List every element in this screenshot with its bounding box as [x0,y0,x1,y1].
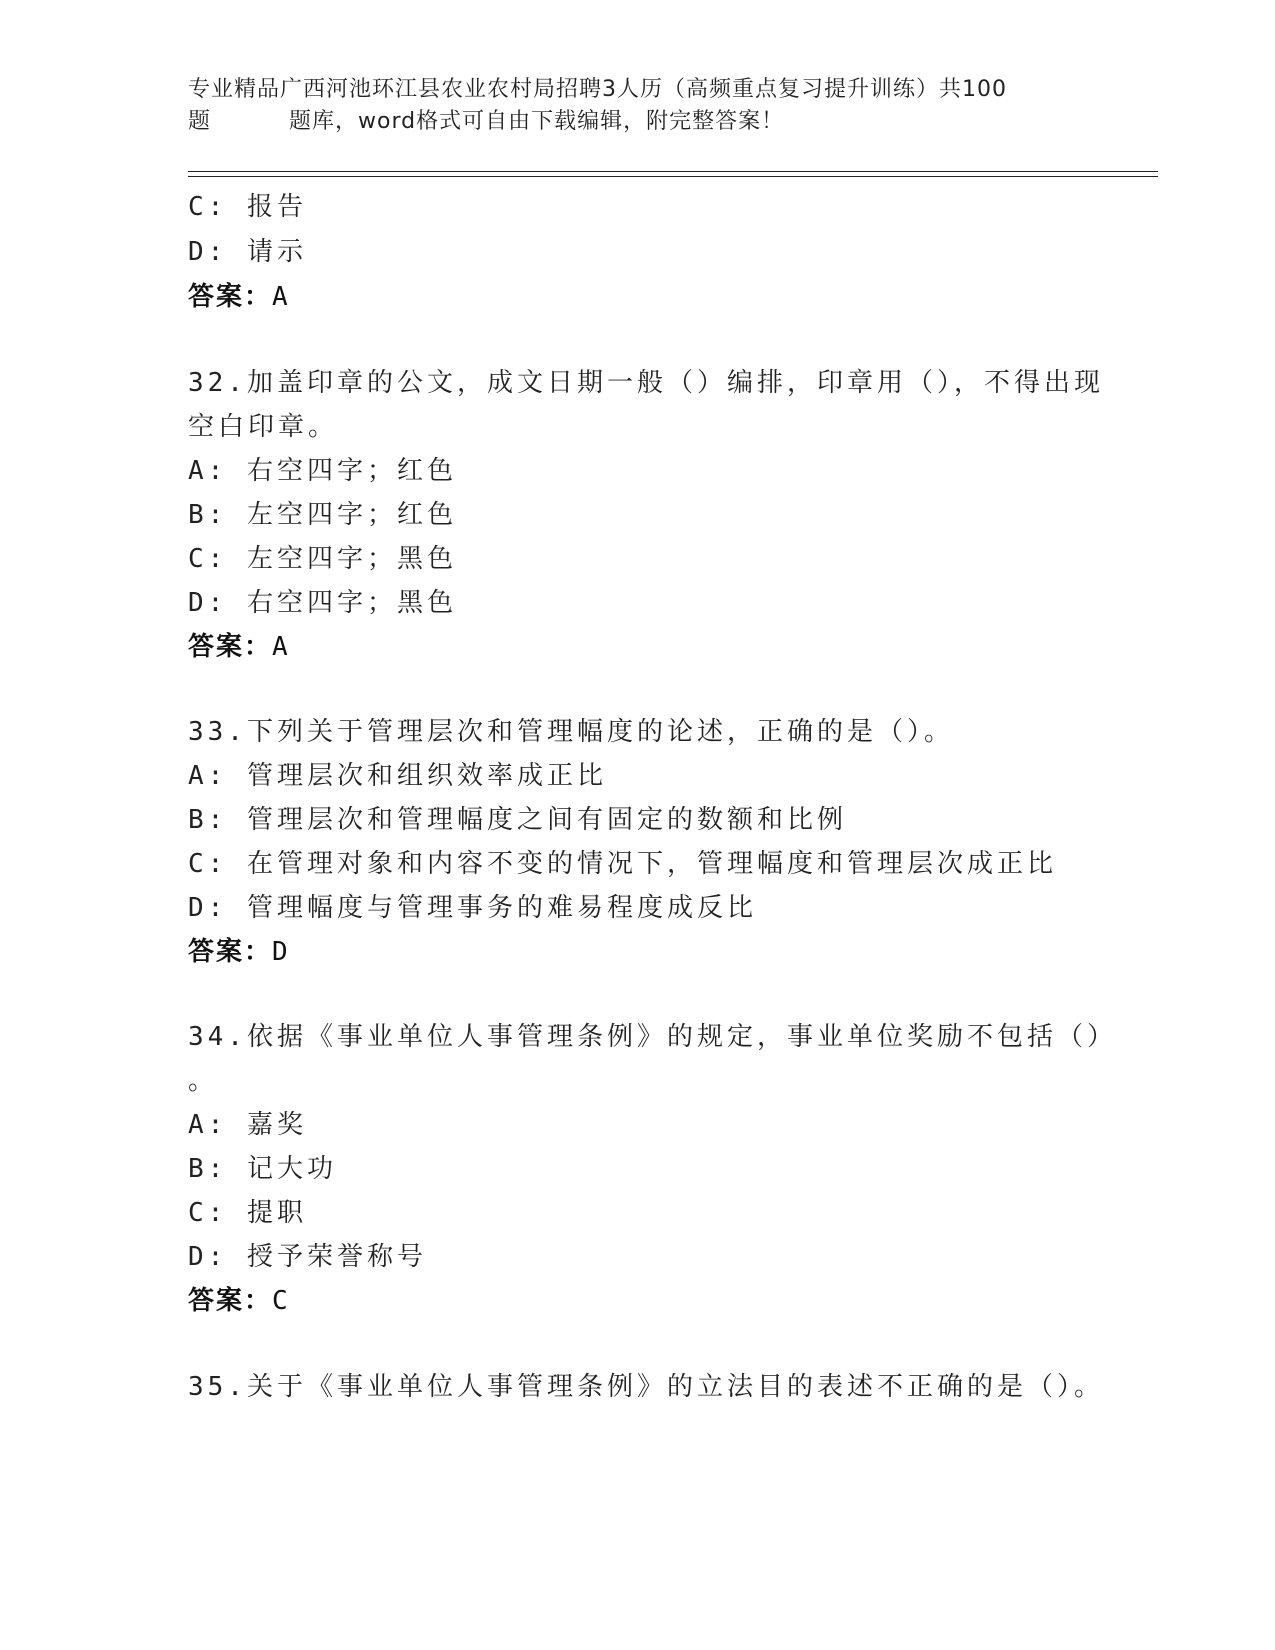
answer-label: 答案： [188,937,273,967]
header-rule-top [188,171,1158,172]
answer-value: D [272,937,288,967]
q32-answer [188,626,288,663]
answer-label: 答案： [188,282,273,312]
header-line2-start: 题 [188,109,212,134]
answer-label: 答案： [188,632,273,662]
answer-label: 答案： [188,1286,273,1316]
prev-option-c: C: 报告 [188,192,307,222]
header-title-line1: 专业精品广西河池环江县农业农村局招聘3人历（高频重点复习提升训练）共100 [188,77,1007,102]
q34-option-b: B: 记大功 [188,1154,337,1184]
document-header [188,74,1088,138]
q35-stem-line1: 35.关于《事业单位人事管理条例》的立法目的表述不正确的是（）。 [188,1372,1104,1402]
q32-option-a: A: 右空四字；红色 [188,456,457,486]
q34-stem-line2: 。 [188,1066,219,1096]
answer-value: C [272,1286,288,1316]
q34-option-d: D: 授予荣誉称号 [188,1242,427,1272]
prev-option-d: D: 请示 [188,237,307,267]
q34-option-a: A: 嘉奖 [188,1110,307,1140]
q32-option-b: B: 左空四字；红色 [188,500,457,530]
q33-option-d: D: 管理幅度与管理事务的难易程度成反比 [188,893,757,923]
q33-option-c: C: 在管理对象和内容不变的情况下，管理幅度和管理层次成正比 [188,849,1057,879]
prev-answer [188,276,288,313]
q32-option-d: D: 右空四字；黑色 [188,588,457,618]
answer-value: A [272,632,288,662]
header-rule-bottom [188,176,1158,177]
q32-stem-line1: 32.加盖印章的公文，成文日期一般（）编排，印章用（），不得出现 [188,368,1104,398]
q33-answer [188,931,288,968]
q33-stem-line1: 33.下列关于管理层次和管理幅度的论述，正确的是（）。 [188,717,954,747]
answer-value: A [272,282,288,312]
header-title-line2 [188,106,1088,138]
q34-stem-line1: 34.依据《事业单位人事管理条例》的规定，事业单位奖励不包括（） [188,1022,1117,1052]
q32-stem-line2: 空白印章。 [188,412,339,442]
q33-option-b: B: 管理层次和管理幅度之间有固定的数额和比例 [188,805,847,835]
q33-option-a: A: 管理层次和组织效率成正比 [188,761,607,791]
q34-answer [188,1280,288,1317]
q34-option-c: C: 提职 [188,1198,307,1228]
q32-option-c: C: 左空四字；黑色 [188,544,457,574]
header-line2-rest: 题库，word格式可自由下载编辑，附完整答案！ [289,109,785,134]
